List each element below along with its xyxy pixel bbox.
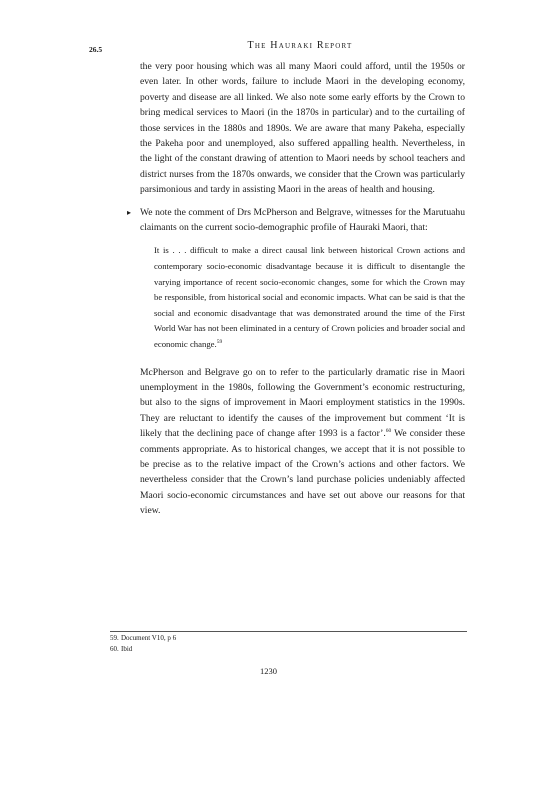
quote-text: It is . . . difficult to make a direct causal link between historical Crown actions and contemporary socio-economic disadvantage because it is difficult to disentangle the varying importance of recent socio-economic changes, some for which the Crown may be responsible, from historical social and economic impacts. What can be said is that the social and economic disadvantage that was demonstrated around the time of the First World War has not been eliminated in a century of Crown policies and broader social and economic change. <box>154 245 465 350</box>
paragraph-3-before-note: McPherson and Belgrave go on to refer to the particularly dramatic rise in Maori unemployment in the 1980s, following the Government’s economic restructuring, but also to the signs of improvement in Maori employment statistics in the 1990s. They are reluctant to identify the causes of the improvement but comment ‘It is likely that the declining pace of change after 1993 is a factor’. <box>140 366 465 440</box>
page-number: 1230 <box>260 666 277 676</box>
running-title: The Hauraki Report <box>247 40 353 51</box>
footnote <box>110 633 467 644</box>
footnote-ref-59: 59 <box>216 339 223 346</box>
footnote-text: Ibid <box>121 644 133 653</box>
bullet-arrow-icon: ▸ <box>127 207 132 217</box>
section-number: 26.5 <box>89 45 103 54</box>
paragraph-3 <box>140 365 465 519</box>
footnote-text: Document V10, p 6 <box>121 634 177 642</box>
body-text <box>127 59 466 526</box>
footnote <box>110 644 467 655</box>
paragraph-3-after-note: We consider these comments appropriate. As to historical changes, we accept that it is not possible to be precise as to the relative impact of the Crown’s actions and other factors. We nevertheless consider that the Crown’s land purchase policies undeniably affected Maori socio-economic circumstances and have set out above our reasons for that view. <box>140 428 466 517</box>
paragraph-2-text: We note the comment of Drs McPherson and Belgrave, witnesses for the Marutuahu claimants on the current socio-demographic profile of Hauraki Maori, that: <box>140 206 465 234</box>
block-quote <box>154 243 465 352</box>
paragraph-2 <box>127 205 465 236</box>
footnote-ref-60: 60 <box>385 428 392 435</box>
footnote-rule <box>110 631 467 632</box>
paragraph-1: the very poor housing which was all many Maori could afford, until the 1950s or even later. In other words, failure to include Maori in the developing economy, poverty and disease are all linked. We also note some early efforts by the Crown to bring medical services to Maori (in the 1870s in particular) and to the curtailing of those services in the 1880s and 1890s. We are aware that many Pakeha, especially the Pakeha poor and unemployed, also suffered appalling health. Nevertheless, in the light of the constant drawing of attention to Maori needs by school teachers and district nurses from the 1870s onwards, we consider that the Crown was particularly parsimonious and tardy in assisting Maori in the areas of health and housing. <box>140 61 465 196</box>
footnote-number: 59. <box>110 634 119 642</box>
footnote-number: 60. <box>110 644 119 653</box>
footnotes <box>110 633 467 654</box>
